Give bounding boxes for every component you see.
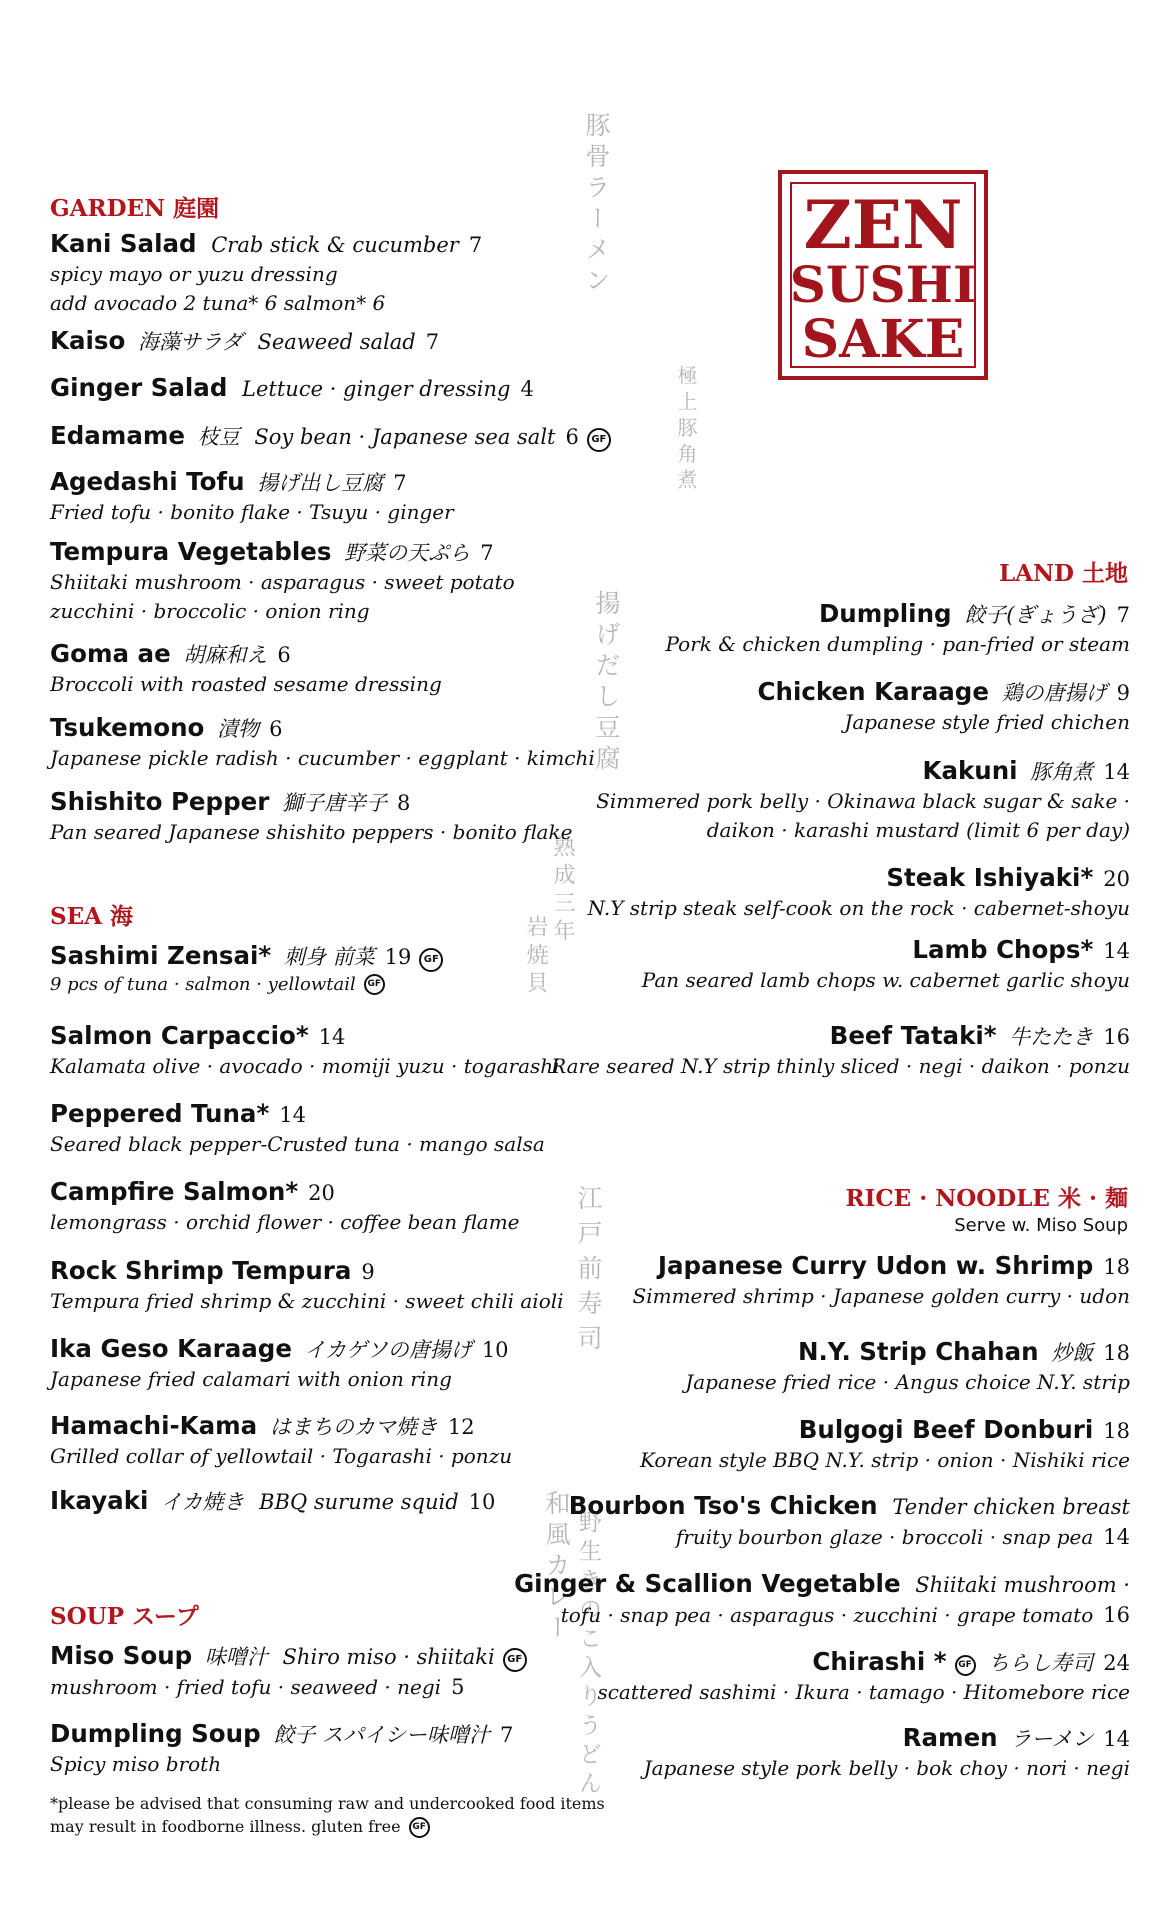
garden-menu-item [50, 372, 534, 404]
item-price: 14 [1103, 1524, 1130, 1549]
item-header [50, 536, 515, 568]
item-name: Miso Soup [50, 1641, 193, 1670]
item-name: Dumpling [818, 599, 952, 628]
item-price: 19 [384, 945, 412, 969]
item-japanese-name: 野菜の天ぷら [337, 541, 471, 565]
item-header [50, 466, 454, 498]
watermark-text: 野生きのこ入りうどん [575, 1510, 601, 1800]
item-detail-line: Japanese fried rice · Angus choice N.Y. strip [685, 1369, 1130, 1394]
item-price: 7 [393, 471, 407, 495]
rice-menu-item [633, 1250, 1131, 1311]
item-header [50, 420, 611, 452]
item-header [685, 1336, 1130, 1368]
item-name: Goma ae [50, 639, 171, 668]
item-price: 7 [499, 1723, 514, 1747]
garden-menu-item [50, 712, 595, 773]
section-title-sea: SEA 海 [50, 903, 133, 930]
zen-sushi-sake-logo [778, 170, 988, 380]
item-header [50, 1098, 545, 1130]
item-price: 10 [481, 1338, 509, 1362]
item-price: 10 [468, 1490, 496, 1514]
item-detail-line: Pork & chicken dumpling · pan-fried or steam [665, 631, 1130, 656]
item-detail-line: Grilled collar of yellowtail · Togarashi · ponzu [50, 1443, 513, 1468]
section-title-garden: GARDEN 庭園 [50, 195, 220, 222]
item-price: 14 [318, 1025, 346, 1049]
gluten-free-icon: GF [419, 948, 443, 972]
item-detail-line: mushroom · fried tofu · seaweed · negi 5 [50, 1674, 465, 1699]
item-name: Bulgogi Beef Donburi [798, 1415, 1094, 1444]
item-detail-line: N.Y strip steak self-cook on the rock · cabernet-shoyu [587, 895, 1130, 920]
gluten-free-icon: GF [503, 1648, 527, 1672]
item-detail-line: Shiitaki mushroom · asparagus · sweet potato [50, 569, 515, 594]
item-header [50, 940, 443, 972]
footnote [50, 1792, 605, 1838]
item-header [640, 1414, 1130, 1446]
garden-menu-item [50, 536, 515, 626]
item-name: Ginger Salad [50, 373, 228, 402]
garden-menu-item [50, 466, 454, 527]
watermark-text: 熟成三年 [550, 835, 575, 947]
item-description: Tender chicken breast [885, 1495, 1130, 1519]
item-japanese-name: はまちのカマ焼き [263, 1415, 438, 1439]
item-description: Shiitaki mushroom · [908, 1573, 1130, 1597]
item-detail-line: daikon · karashi mustard (limit 6 per day) [706, 817, 1130, 842]
land-menu-item [666, 598, 1130, 659]
soup-menu-item [50, 1640, 527, 1702]
item-price: 18 [1103, 1255, 1130, 1279]
land-menu-item [642, 934, 1130, 995]
item-header [596, 755, 1130, 787]
item-price: 18 [1103, 1419, 1130, 1443]
item-price: 9 [361, 1260, 375, 1284]
sea-menu-item [50, 1333, 509, 1394]
item-description: Crab stick & cucumber [204, 233, 459, 257]
rice-menu-item [685, 1336, 1130, 1397]
item-japanese-name: 餃子 スパイシー味噌汁 [266, 1723, 490, 1747]
item-japanese-name: ラーメン [1003, 1727, 1094, 1751]
garden-menu-item [50, 786, 572, 847]
watermark-text: 和風カレー [542, 1490, 571, 1645]
item-header [50, 786, 572, 818]
item-detail-line: Pan seared Japanese shishito peppers · bonito flake [50, 819, 573, 844]
item-header [50, 1255, 564, 1287]
gluten-free-icon: GF [409, 1817, 430, 1838]
item-header [569, 1490, 1130, 1522]
item-detail-line: Broccoli with roasted sesame dressing [50, 671, 442, 696]
item-header [551, 1020, 1130, 1052]
item-japanese-name: 炒飯 [1044, 1341, 1094, 1365]
item-name: Hamachi-Kama [50, 1411, 258, 1440]
logo-line: ZEN [803, 186, 963, 264]
item-price: 16 [1103, 1025, 1130, 1049]
item-name: Kaiso [50, 326, 126, 355]
garden-menu-item [50, 420, 611, 452]
item-name: Campfire Salmon* [50, 1177, 299, 1206]
item-detail-line: zucchini · broccolic · onion ring [50, 598, 370, 623]
item-detail-line: Kalamata olive · avocado · momiji yuzu · togarashi [50, 1053, 560, 1078]
item-detail-line: spicy mayo or yuzu dressing [50, 261, 338, 286]
item-description: Seaweed salad [250, 330, 416, 354]
sea-menu-item [50, 1410, 512, 1471]
item-japanese-name: 豚角煮 [1023, 760, 1094, 784]
item-name: Ikayaki [50, 1486, 149, 1515]
item-japanese-name: 獅子唐辛子 [275, 791, 388, 815]
land-menu-item [596, 755, 1130, 845]
item-description: Shiro miso · shiitaki [275, 1645, 495, 1669]
item-detail-line: Pan seared lamb chops w. cabernet garlic shoyu [641, 967, 1130, 992]
item-price: 14 [1103, 1727, 1130, 1751]
sea-menu-item [50, 1255, 564, 1316]
garden-menu-item [50, 638, 442, 699]
item-name: Kani Salad [50, 229, 197, 258]
item-japanese-name: 海藻サラダ [131, 330, 243, 354]
item-name: Agedashi Tofu [50, 467, 245, 496]
item-name: Steak Ishiyaki* [886, 863, 1094, 892]
item-name: Sashimi Zensai* [50, 941, 272, 970]
item-name: Ika Geso Karaage [50, 1334, 292, 1363]
sea-menu-item [50, 1098, 545, 1159]
item-detail-line: lemongrass · orchid flower · coffee bean flame [50, 1209, 520, 1234]
item-header [666, 598, 1130, 630]
gluten-free-icon: GF [955, 1655, 976, 1676]
item-header [50, 1333, 509, 1365]
item-japanese-name: 餃子(ぎょうざ) [957, 603, 1107, 627]
item-name: Chicken Karaage [757, 677, 989, 706]
item-detail-line: Japanese fried calamari with onion ring [50, 1366, 452, 1391]
watermark-text: 岩焼貝 [523, 915, 548, 999]
watermark-text: 豚骨ラーメン [582, 112, 611, 298]
item-price: 9 [1116, 681, 1130, 705]
item-price: 24 [1103, 1651, 1130, 1675]
item-price: 14 [1103, 760, 1130, 784]
item-japanese-name: 胡麻和え [176, 643, 268, 667]
rice-menu-item [514, 1568, 1130, 1630]
item-header [50, 1410, 512, 1442]
item-name: Peppered Tuna* [50, 1099, 270, 1128]
item-detail-line: Fried tofu · bonito flake · Tsuyu · ginger [50, 499, 454, 524]
item-japanese-name: 刺身 前菜 [277, 945, 375, 969]
item-header [514, 1568, 1130, 1600]
item-price: 18 [1103, 1341, 1130, 1365]
item-price: 7 [480, 541, 494, 565]
item-price: 6 [565, 425, 579, 449]
item-header [597, 1646, 1130, 1678]
item-description: Soy bean · Japanese sea salt [247, 425, 556, 449]
item-name: Beef Tataki* [829, 1021, 997, 1050]
item-japanese-name: 漬物 [210, 717, 260, 741]
item-price: 16 [1103, 1602, 1130, 1627]
item-price: 14 [279, 1103, 307, 1127]
item-name: N.Y. Strip Chahan [797, 1337, 1039, 1366]
logo-line: SAKE [801, 309, 965, 370]
sea-menu-item [50, 1176, 520, 1237]
sea-menu-item [50, 1485, 495, 1517]
item-price: 20 [1103, 867, 1130, 891]
footnote-line: *please be advised that consuming raw and undercooked food items [50, 1794, 605, 1813]
item-detail-line: Simmered shrimp · Japanese golden curry · udon [632, 1283, 1130, 1308]
item-price: 8 [397, 791, 411, 815]
item-price: 6 [277, 643, 291, 667]
section-title-rice-noodle: RICE · NOODLE 米 · 麺 [845, 1185, 1128, 1212]
item-name: Bourbon Tso's Chicken [568, 1491, 878, 1520]
item-header [633, 1250, 1131, 1282]
item-detail-line: Japanese style fried chichen [844, 709, 1130, 734]
item-header [758, 676, 1130, 708]
item-japanese-name: 味噌汁 [198, 1645, 268, 1669]
land-menu-item [758, 676, 1130, 737]
item-header [50, 1176, 520, 1208]
logo-line: SUSHI [789, 255, 977, 314]
gluten-free-icon: GF [587, 428, 611, 452]
item-header [50, 1020, 560, 1052]
item-detail-line: Korean style BBQ N.Y. strip · onion · Nishiki rice [639, 1447, 1130, 1472]
item-detail-line: add avocado 2 tuna* 6 salmon* 6 [50, 290, 386, 315]
item-detail-line: Japanese style pork belly · bok choy · nori · negi [643, 1755, 1130, 1780]
section-title-land: LAND 土地 [999, 560, 1128, 587]
item-detail-line: Seared black pepper-Crusted tuna · mango salsa [50, 1131, 545, 1156]
rice-menu-item [569, 1490, 1130, 1552]
watermark-text: 極上豚角煮 [674, 365, 698, 495]
item-header [50, 712, 595, 744]
item-japanese-name: 枝豆 [191, 425, 240, 449]
item-description: BBQ surume squid [252, 1490, 459, 1514]
item-detail-line: Simmered pork belly · Okinawa black sugar & sake · [596, 788, 1130, 813]
garden-menu-item [50, 325, 439, 357]
gluten-free-icon: GF [364, 974, 385, 995]
item-name: Chirashi * [812, 1647, 947, 1676]
item-header [588, 862, 1130, 894]
item-name: Lamb Chops* [912, 935, 1094, 964]
item-header [642, 934, 1130, 966]
item-detail-line: Tempura fried shrimp & zucchini · sweet chili aioli [50, 1288, 564, 1313]
item-detail-line: Japanese pickle radish · cucumber · eggplant · kimchi [50, 745, 595, 770]
item-japanese-name: 揚げ出し豆腐 [250, 471, 384, 495]
item-price: 4 [520, 377, 534, 401]
item-detail-line: 9 pcs of tuna · salmon · yellowtail GF [50, 972, 443, 998]
item-price: 7 [425, 330, 440, 354]
item-japanese-name: イカゲソの唐揚げ [297, 1338, 472, 1362]
item-detail-line: Spicy miso broth [50, 1751, 222, 1776]
item-header [50, 325, 439, 357]
item-header [644, 1722, 1130, 1754]
garden-menu-item [50, 228, 482, 318]
item-name: Rock Shrimp Tempura [50, 1256, 352, 1285]
item-name: Ramen [902, 1723, 998, 1752]
item-detail-line: tofu · snap pea · asparagus · zucchini · grape tomato 16 [560, 1602, 1130, 1627]
item-price: 7 [468, 233, 483, 257]
item-header [50, 228, 482, 260]
item-header [50, 1485, 495, 1517]
item-price: 14 [1103, 939, 1130, 963]
watermark-text: 揚げだし豆腐 [592, 590, 621, 776]
item-price: 5 [451, 1674, 465, 1699]
item-price: 12 [447, 1415, 475, 1439]
rice-subtitle: Serve w. Miso Soup [954, 1215, 1128, 1236]
watermark-text: 江戸前寿司 [574, 1185, 603, 1360]
footnote-line: may result in foodborne illness. gluten free GF [50, 1815, 605, 1838]
item-header [50, 638, 442, 670]
item-price: 7 [1116, 603, 1130, 627]
item-detail-line: fruity bourbon glaze · broccoli · snap pea 14 [675, 1524, 1130, 1549]
item-detail-line: Rare seared N.Y strip thinly sliced · negi · daikon · ponzu [551, 1053, 1130, 1078]
item-header [50, 1718, 513, 1750]
item-japanese-name: イカ焼き [154, 1490, 245, 1514]
item-name: Shishito Pepper [50, 787, 270, 816]
item-description: Lettuce · ginger dressing [235, 377, 511, 401]
rice-menu-item [644, 1722, 1130, 1783]
item-price: 6 [269, 717, 283, 741]
item-name: Kakuni [922, 756, 1018, 785]
soup-menu-item [50, 1718, 513, 1779]
sea-menu-item [50, 1020, 560, 1081]
rice-menu-item [640, 1414, 1130, 1475]
item-header [50, 1640, 527, 1672]
item-name: Edamame [50, 421, 186, 450]
item-name: Tempura Vegetables [50, 537, 332, 566]
item-header [50, 372, 534, 404]
item-name: Japanese Curry Udon w. Shrimp [657, 1251, 1094, 1280]
item-price: 20 [308, 1181, 335, 1205]
item-name: Salmon Carpaccio* [50, 1021, 309, 1050]
item-japanese-name: 牛たたき [1002, 1025, 1094, 1049]
item-japanese-name: 鶏の唐揚げ [994, 681, 1107, 705]
sea-menu-item [50, 940, 443, 998]
item-detail-line: scattered sashimi · Ikura · tamago · Hitomebore rice [597, 1679, 1130, 1704]
rice-menu-item [597, 1646, 1130, 1707]
item-name: Dumpling Soup [50, 1719, 261, 1748]
item-name: Tsukemono [50, 713, 205, 742]
land-menu-item [551, 1020, 1130, 1081]
item-japanese-name: ちらし寿司 [981, 1651, 1094, 1675]
land-menu-item [588, 862, 1130, 923]
item-name: Ginger & Scallion Vegetable [514, 1569, 901, 1598]
section-title-soup: SOUP スープ [50, 1603, 199, 1630]
